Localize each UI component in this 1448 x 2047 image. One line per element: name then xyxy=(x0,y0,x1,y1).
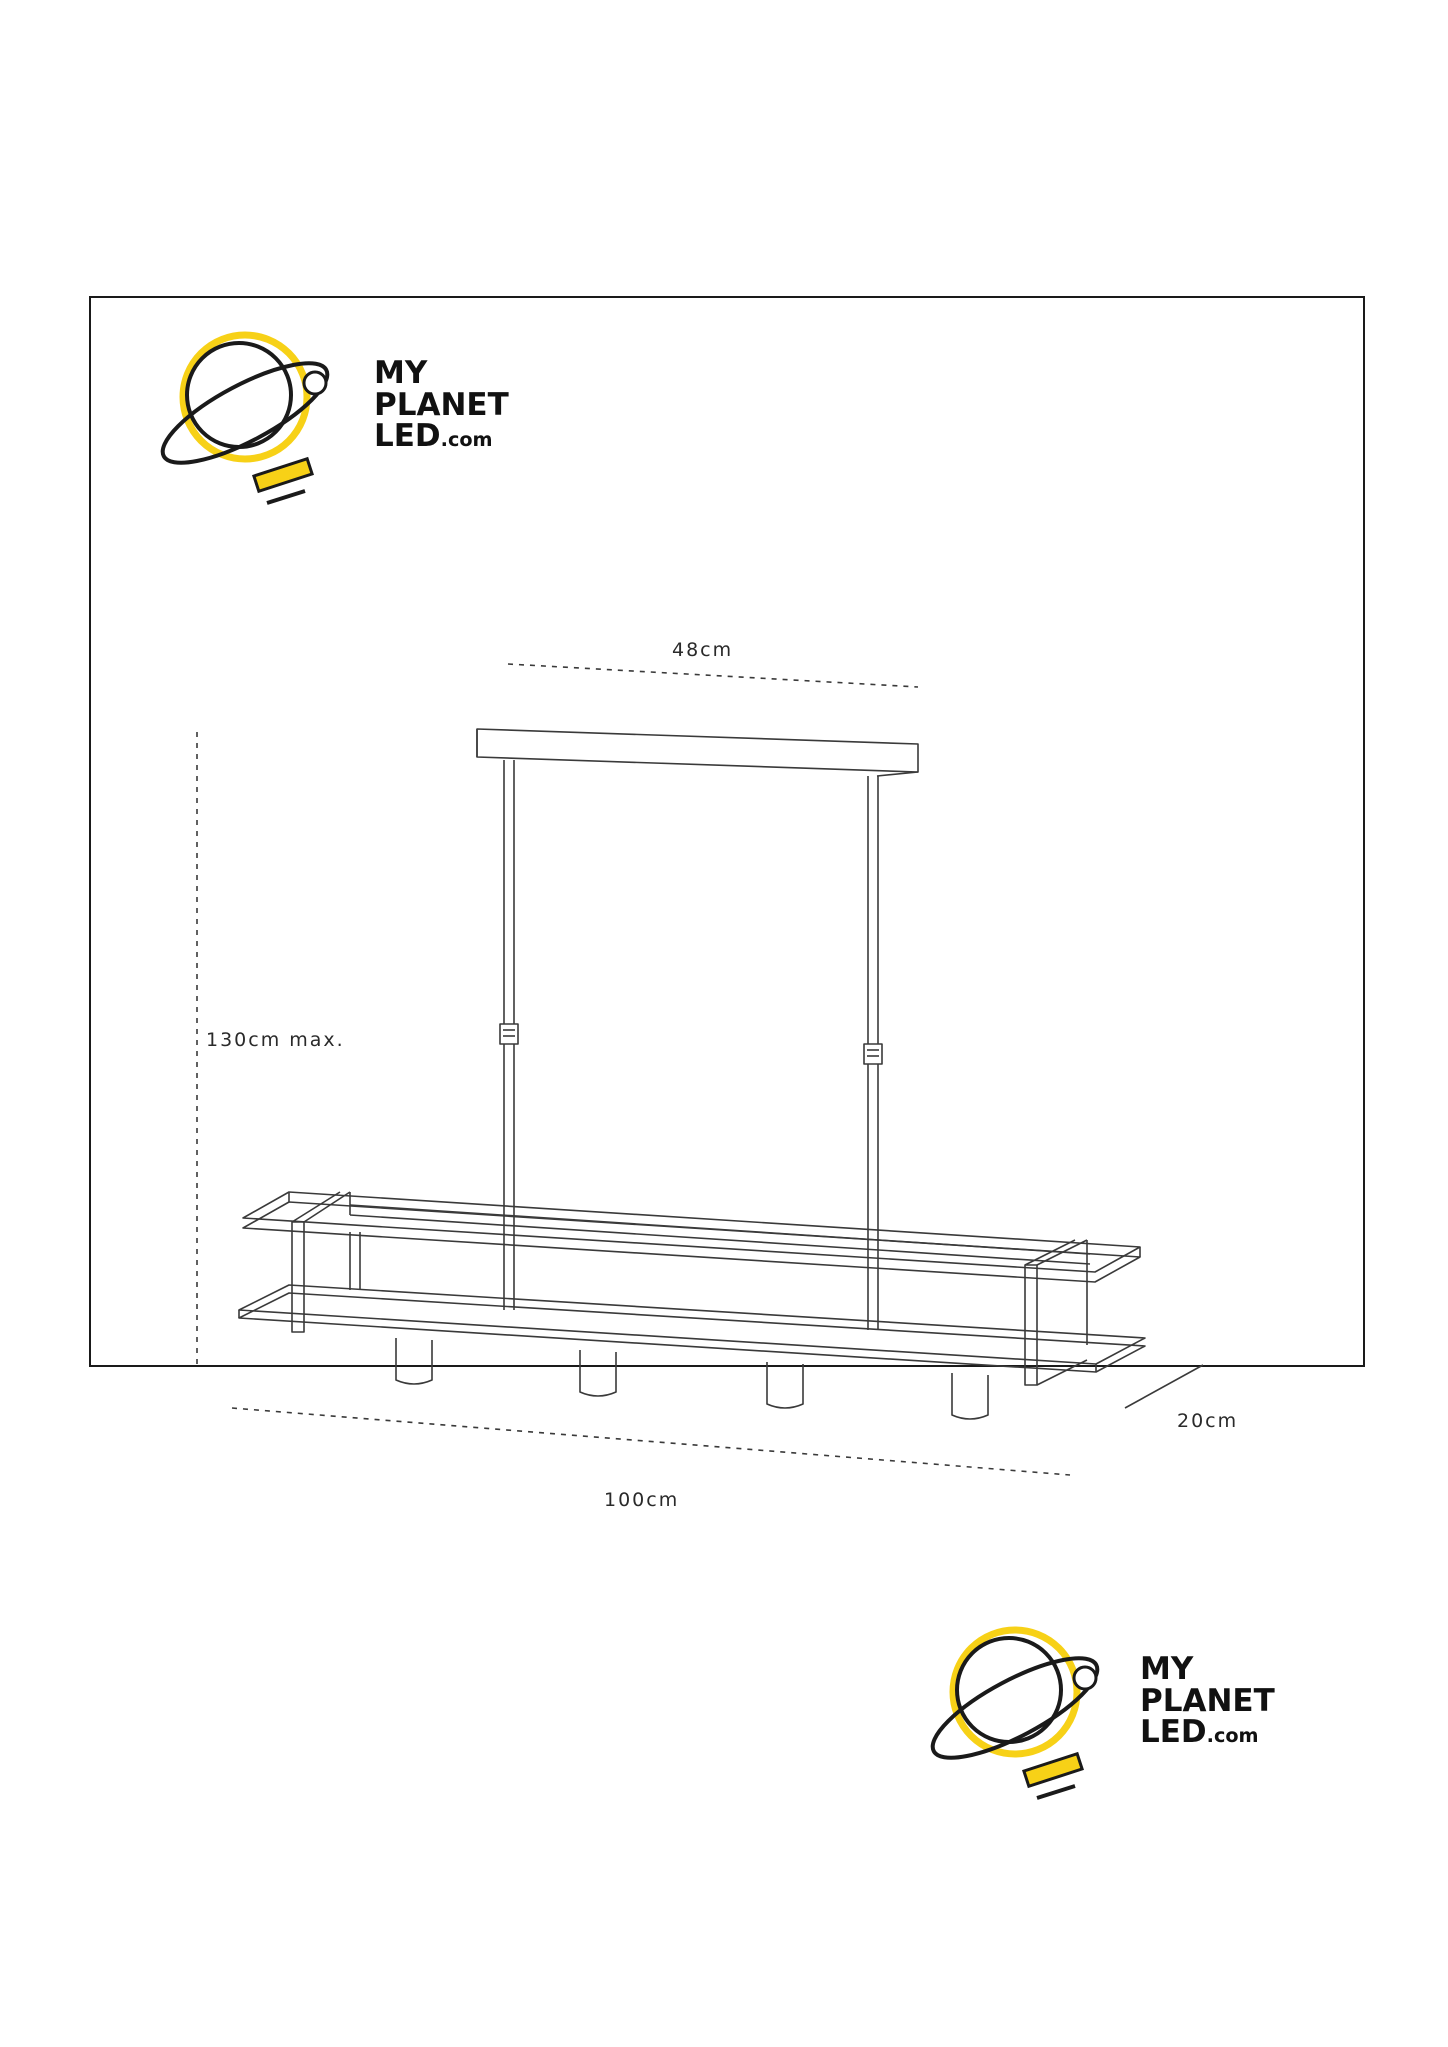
brand-line-1: MY xyxy=(1140,1651,1194,1687)
length-dim-line xyxy=(232,1408,1070,1475)
upper-frame xyxy=(243,1192,1140,1282)
width-48-label: 48cm xyxy=(672,639,734,661)
light-cylinder-4 xyxy=(952,1373,988,1419)
light-cylinder-3 xyxy=(767,1362,803,1408)
side-bracket-left xyxy=(292,1192,360,1332)
light-cylinder-2 xyxy=(580,1350,616,1396)
suspension-rod-right xyxy=(864,776,882,1330)
depth-dim-line xyxy=(1125,1365,1203,1408)
length-label: 100cm xyxy=(604,1489,680,1511)
height-label: 130cm max. xyxy=(206,1029,345,1051)
light-cylinder-1 xyxy=(396,1338,432,1384)
width-48-dim-line xyxy=(508,664,918,687)
brand-line-3: LED.com xyxy=(374,418,493,455)
brand-line-1: MY xyxy=(374,355,428,391)
brand-line-2: PLANET xyxy=(1140,1682,1275,1719)
suspension-rod-left xyxy=(500,760,518,1310)
brand-line-3: LED.com xyxy=(1140,1714,1259,1751)
depth-label: 20cm xyxy=(1177,1410,1239,1432)
lower-shelf xyxy=(239,1285,1145,1372)
ceiling-canopy xyxy=(477,729,918,776)
brand-line-2: PLANET xyxy=(374,386,509,423)
